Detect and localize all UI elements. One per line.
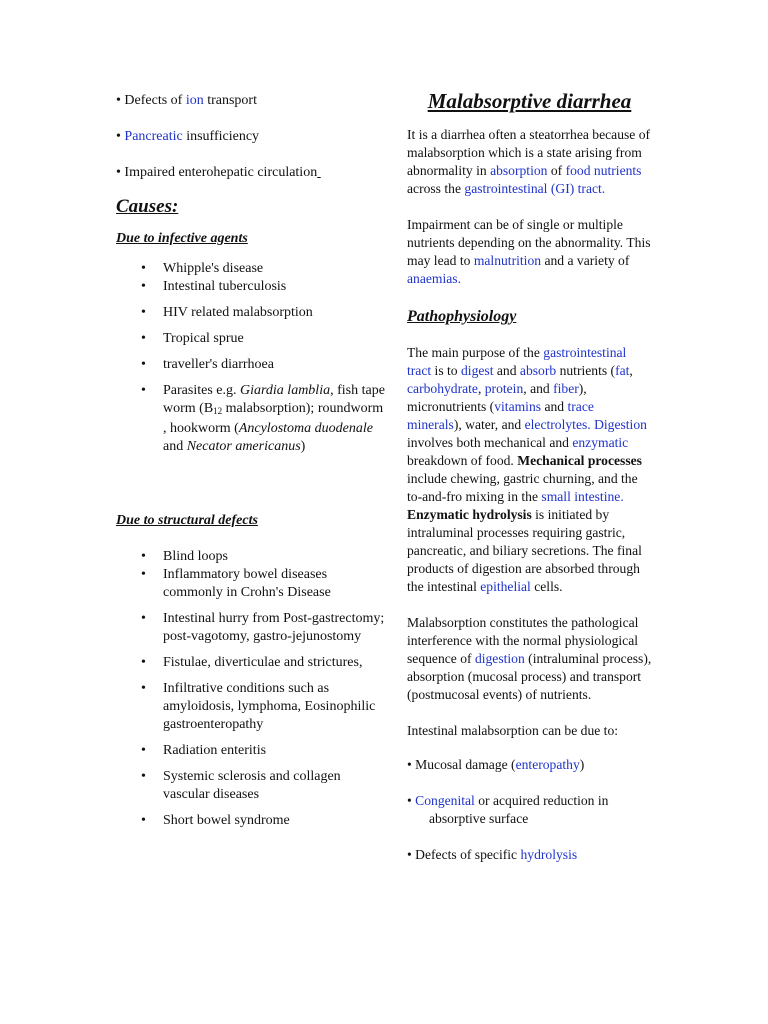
bullet-ion-transport: • Defects of ion transport <box>116 93 257 108</box>
list-item: • Infiltrative conditions such as amyloidosis, lymphoma, Eosinophilic gastroenteropathy <box>141 681 376 732</box>
page-title: Malabsorptive diarrhea <box>427 89 632 113</box>
due-to-line: Intestinal malabsorption can be due to: <box>407 723 619 738</box>
list-item: • traveller's diarrhoea <box>141 357 274 372</box>
link-absorption[interactable]: absorption <box>490 163 548 178</box>
list-item: • Radiation enteritis <box>141 743 267 758</box>
link-digestion-2[interactable]: digestion <box>474 651 525 666</box>
list-item: • Systemic sclerosis and collagen vascular diseases <box>141 769 341 802</box>
structural-heading: Due to structural defects <box>116 513 258 528</box>
causes-heading: Causes: <box>116 196 179 217</box>
list-item-parasites: • Parasites e.g. Giardia lamblia, fish tape worm ($B_{12}$ malabsorption); roundworm , hookworm (Ancylostoma duodenale and Necator americanus) <box>141 383 385 454</box>
bullet-mucosal-damage: • Mucosal damage (enteropathy) <box>407 757 585 772</box>
right-column <box>407 89 652 864</box>
list-item: • Tropical sprue <box>141 331 244 346</box>
list-item: • Intestinal hurry from Post-gastrectomy; post-vagotomy, gastro-jejunostomy <box>141 611 385 644</box>
pathophysiology-paragraph: The main purpose of the gastrointestinal tract is to digest and absorb nutrients (fat, carbohydrate, protein, and fiber), micronutrients (vitamins and trace minerals), water, and electrolytes. Digestion involves both mechanical and enzymatic breakdown of food. Mechanical processes include chewing, gastric churning, and the to-and-fro mixing in the small intestine. Enzymatic hydrolysis is initiated by intraluminal processes requiring gastric, pancreatic, and biliary secretions. The final products of digestion are absorbed through the intestinal epithelial cells. <box>407 345 647 594</box>
structural-list <box>116 548 386 830</box>
link-carbohydrate[interactable]: carbohydrate <box>407 381 478 396</box>
link-absorb[interactable]: absorb <box>519 363 557 378</box>
malabsorption-paragraph: Malabsorption constitutes the pathological interference with the normal physiological sequence of digestion (intraluminal process), absorption (mucosal process) and transport (postmucosal events) of nutrients. <box>407 615 652 702</box>
link-digestion[interactable]: . Digestion <box>587 417 647 432</box>
left-column <box>116 92 386 830</box>
link-gastrointestinal-tract[interactable]: gastrointestinal tract <box>407 345 627 378</box>
link-congenital[interactable]: Congenital <box>415 793 475 808</box>
link-pancreatic[interactable]: Pancreatic <box>124 129 183 144</box>
infective-heading: Due to infective agents <box>116 231 248 246</box>
link-gi-tract[interactable]: gastrointestinal (GI) tract <box>464 181 602 196</box>
link-vitamins[interactable]: vitamins <box>494 399 542 414</box>
list-item: • Inflammatory bowel diseases commonly in Crohn's Disease <box>141 567 331 600</box>
link-fiber[interactable]: fiber <box>553 381 579 396</box>
link-protein[interactable]: protein <box>484 381 524 396</box>
list-item: • Whipple's disease <box>141 261 264 276</box>
link-digest[interactable]: digest <box>461 363 494 378</box>
list-item: • Intestinal tuberculosis <box>141 279 287 294</box>
list-item: • Short bowel syndrome <box>141 813 290 828</box>
bullet-hydrolysis: • Defects of specific hydrolysis <box>407 847 578 862</box>
link-fat[interactable]: fat <box>615 363 630 378</box>
list-item: • Blind loops <box>141 549 228 564</box>
link-enteropathy[interactable]: enteropathy <box>515 757 580 772</box>
bullet-enterohepatic: • Impaired enterohepatic circulation <box>116 165 318 180</box>
link-electrolytes[interactable]: electrolytes <box>524 417 588 432</box>
link-hydrolysis[interactable]: hydrolysis <box>520 847 578 862</box>
pathophysiology-heading: Pathophysiology <box>407 308 517 325</box>
list-item: • HIV related malabsorption <box>141 305 313 320</box>
bullet-congenital: • Congenital or acquired reduction in absorptive surface <box>407 793 609 826</box>
link-malnutrition[interactable]: malnutrition <box>473 253 542 268</box>
link-trace-minerals[interactable]: trace minerals <box>407 399 594 432</box>
link-ion[interactable]: ion <box>185 93 204 108</box>
intro-paragraph: It is a diarrhea often a steatorrhea because of malabsorption which is a state arising from abnormality in absorption of food nutrients across the gastrointestinal (GI) tract. <box>407 127 651 196</box>
list-item: • Fistulae, diverticulae and strictures, <box>141 655 363 670</box>
link-epithelial[interactable]: epithelial <box>480 579 531 594</box>
impairment-paragraph: Impairment can be of single or multiple nutrients depending on the abnormality. This may lead to malnutrition and a variety of anaemias. <box>407 217 651 286</box>
link-enzymatic[interactable]: enzymatic <box>572 435 629 450</box>
bullet-pancreatic: • Pancreatic insufficiency <box>116 129 260 144</box>
infective-list <box>116 260 386 456</box>
link-anaemias[interactable]: anaemias <box>407 271 458 286</box>
link-small-intestine[interactable]: small intestine <box>541 489 621 504</box>
link-food-nutrients[interactable]: food nutrients <box>565 163 642 178</box>
